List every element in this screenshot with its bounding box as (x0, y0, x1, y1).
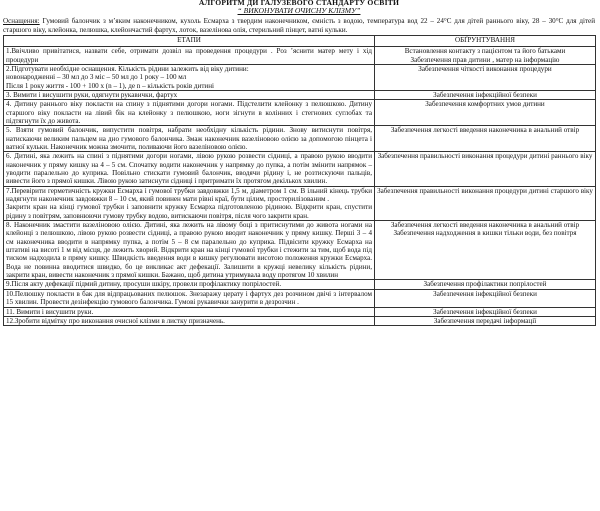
rationale-text: Забезпечення чіткості виконання процедури (418, 64, 552, 73)
step-cell (4, 280, 375, 289)
table-row (4, 126, 596, 152)
step-text: Після 1 року життя - 100 + 100 х (n – 1), де n – кількість років дитині (6, 81, 214, 90)
rationale-cell (375, 90, 596, 99)
step-text: 9.Після акту дефекації підмий дитину, просуши шкіру, провели профілактику попрілостей. (6, 280, 282, 289)
step-cell (4, 126, 375, 152)
equipment-paragraph (3, 17, 595, 34)
rationale-cell (375, 289, 596, 307)
document-page (3, 0, 595, 326)
step-cell (4, 64, 375, 90)
step-text: 8. Наконечник змастити вазеліновою олією. Дитині, яка лежить на лівому боці з притиснутими до живота ногами на клейонці з пелюшкою, лівою рукою розвести сідниці, а правою рукою вводит наконечник у пряму кишку. Перші 3 – 4 см наконечника вводити в напрямку пупка, а потім 5 – 8 см паралельно до куприка. Підвісити кружку Есмарха на штативі на висоті 1 м від місця, де лежить хворий. Відкрити кран на кінці гумової трубки і стежити за тим, щоб вода під тиском надходила в пряму кишку. Швидкість введення води в кишку регулювати висотою положення кружки Есмарха. Вода не повинна вводитися швидко, бо це викликає акт дефекації. Залишити в кружці невелику кількість рідини, закрити кран, вивести наконечник з прямої кишки. Бажано, щоб дитина утримувала воду протягом 10 хвилин (6, 221, 372, 280)
rationale-text: Забезпечення легкості введення наконечника в анальний отвір (390, 221, 580, 230)
step-cell (4, 152, 375, 186)
table-row (4, 186, 596, 220)
step-text: 2.Підготувати необхідне оснащення. Кількість рідини залежить від віку дитини: (6, 64, 249, 73)
equipment-text: Гумовий балончик з м’яким наконечником, кухоль Есмарха з твердим наконечником, ємність з водою, температура вод 22 – 24°С для дітей раннього віку, 28 – 30°С для дітей старшого віку, клейонка, пелюшка, клейончастий фартух, лоток, вазелінова олія, стерильний пінцет, ватні кульки. (3, 17, 595, 34)
rationale-cell (375, 316, 596, 325)
step-cell (4, 186, 375, 220)
rationale-text: Забезпечення правильності виконання процедури дитині раннього віку (377, 152, 593, 161)
rationale-cell (375, 186, 596, 220)
step-text: 12.Зробити відмітку про виконання очисної клізми в листку призначень. (6, 316, 225, 325)
table-row (4, 221, 596, 280)
rationale-text: Забезпечення інфекційної безпеки (433, 307, 537, 316)
step-cell (4, 221, 375, 280)
table-row (4, 152, 596, 186)
document-title: АЛГОРИТМ ДИ ГАЛУЗЕВОГО СТАНДАРТУ ОСВІТИ (198, 0, 400, 7)
rationale-cell (375, 152, 596, 186)
rationale-text: Забезпечення профілактики попрілостей (423, 280, 547, 289)
step-cell (4, 90, 375, 99)
rationale-cell (375, 64, 596, 90)
step-text: 11. Вимити і висушити руки. (6, 307, 94, 316)
table-row (4, 100, 596, 126)
step-cell (4, 100, 375, 126)
rationale-cell (375, 100, 596, 126)
step-text: 6. Дитині, яка лежить на спині з піднятими догори ногами, лівою рукою розвести сідниці, а правою рукою вводити наконечник у пряму кишку на 4 – 5 см. Спочатку водити наконечник у напрямку до пупка, а потім змінити напрямок – уводити паралельно до куприка. Повільно стискати гумовий балончик, вводячи рідину і, не розтискуючи пальців, вивести його з прямої кишки. Лівою рукою затиснути сідниці і притримати їх протягом декількох хвилин. (6, 152, 372, 186)
table-row (4, 280, 596, 289)
rationale-text: Забезпечення прав дитини , матер на інформацію (410, 55, 560, 64)
rationale-cell (375, 280, 596, 289)
rationale-text: Забезпечення комфортних умов дитини (425, 100, 545, 109)
rationale-text: Забезпечення правильності виконання процедури дитині старшого віку (377, 186, 593, 195)
step-cell (4, 289, 375, 307)
step-cell (4, 307, 375, 316)
rationale-cell (375, 126, 596, 152)
table-row (4, 90, 596, 99)
table-row (4, 316, 596, 325)
table-row (4, 307, 596, 316)
equipment-label: Оснащення: (3, 17, 40, 25)
rationale-cell (375, 307, 596, 316)
step-text: новонародженні – 30 мл до 3 міс – 50 мл до 1 року – 100 мл (6, 73, 187, 82)
rationale-text: Забезпечення інфекційної безпеки (433, 289, 537, 298)
rationale-text: Встановлення контакту з пацієнтом та його батьками (404, 47, 566, 56)
table-row (4, 289, 596, 307)
step-text: 4. Дитину раннього віку покласти на спину з піднятими догори ногами. Підстелити клейонку з пелюшкою. Дитину старшого віку покласти на лівий бік на клейонку з пелюшкою, ноги зігнути в колінних і стегнових суглобах та підтягнути їх до живота. (6, 100, 372, 125)
table-row (4, 64, 596, 90)
step-text: 5. Взяти гумовий балончик, випустити повітря, набрати необхідну кількість рідини. Знову витиснути повітря, натискаючи великим пальцем на дно гумового балончика. Змаж наконечник вазеліновою олією за допомогою пінцета і ватної кульки. Наконечник можна змочити, поливаючи його вазеліновою олією. (6, 126, 372, 151)
step-text: 1.Ввічливо привітатися, назвати себе, отримати дозвіл на проведення процедури . Роз ’яснити матер мету і хід процедури (6, 47, 372, 64)
rationale-cell (375, 47, 596, 65)
procedure-table (3, 35, 596, 326)
table-header-row (4, 36, 596, 47)
step-cell (4, 47, 375, 65)
document-subtitle: “ ВИКОНУВАТИ ОЧИСНУ КЛІЗМУ” (237, 6, 361, 15)
step-text: 10.Пелюшку покласти в бак для відпрацьованих пелюшок. Знезаражу церату і фартух дез розчином двічі з інтервалом 15 хвилин. Провести дезінфекцію гумового балончика. Гумові рукавички занурити в дезрозчин . (6, 289, 372, 307)
step-text: 7.Перевірити герметичність кружки Есмарха і гумової трубки завдовжки 1,5 м, діаметром 1 см. В ільний кінець трубки надягнути наконечник завдовжки 8 – 10 см, який повинен мати рівні краї, бути цілим, простерилізованим . (6, 186, 372, 204)
header-rationale: ОБҐРУНТУВАННЯ (375, 36, 596, 47)
header-stages: ЕТАПИ (4, 36, 375, 47)
rationale-text: Забезпечення інфекційної безпеки (433, 90, 537, 99)
step-cell (4, 316, 375, 325)
rationale-text: Забезпечення легкості введення наконечника в анальний отвір (390, 126, 580, 135)
step-text: 3. Вимити і висушити руки, одягнути рукавички, фартух (6, 90, 178, 99)
rationale-text: Забезпечення передачі інформації (433, 316, 537, 325)
table-row (4, 47, 596, 65)
rationale-cell (375, 221, 596, 280)
rationale-text: Забезпечення надходження в кишки тільки води, без повітря (393, 229, 577, 238)
step-text: Закрити кран на кінці гумової трубки і заповнити кружку Есмарха підготовленою рідиною. Відкрити кран, спустити рідину з повітрям, заповнюючи гумову трубку водою, витискаючи повітря, після чого закрити кран. (6, 203, 372, 220)
